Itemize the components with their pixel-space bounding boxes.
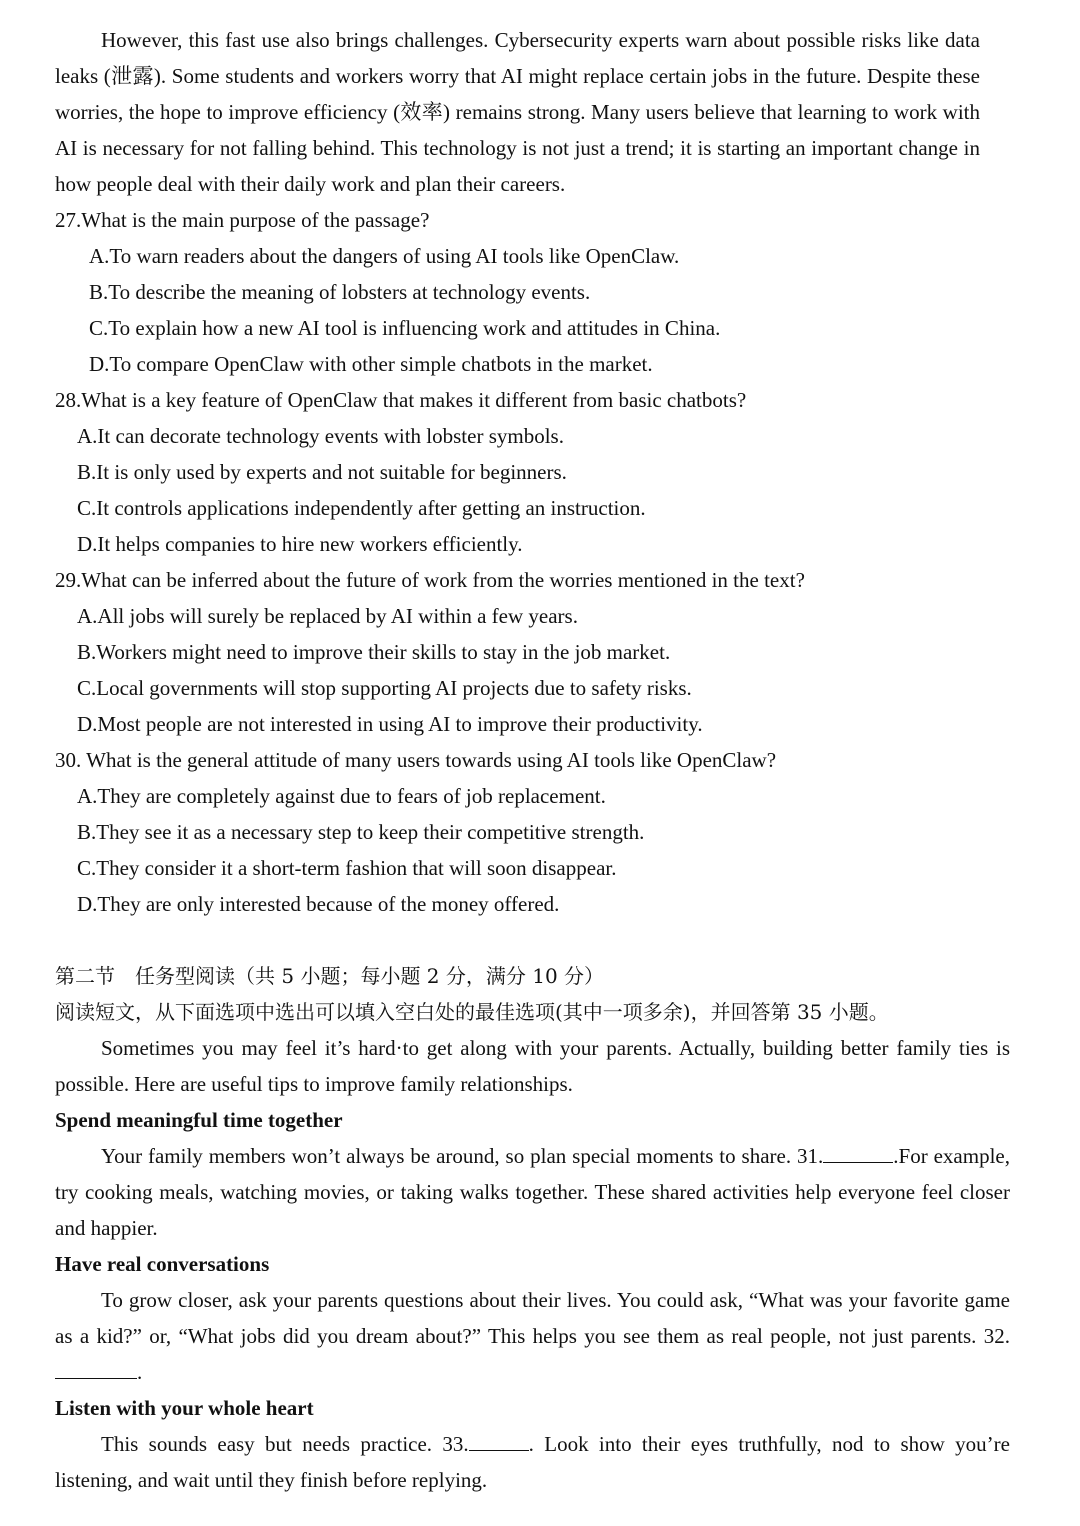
- paragraph-32-text-after: .: [137, 1360, 143, 1384]
- section-title: 第二节 任务型阅读（共 5 小题；每小题 2 分，满分 10 分）: [55, 964, 605, 988]
- exam-page: [55, 22, 980, 922]
- option-a: A.All jobs will surely be replaced by AI within a few years.: [77, 604, 578, 628]
- option-c: C.It controls applications independently after getting an instruction.: [77, 496, 646, 520]
- blank-32[interactable]: [55, 1360, 137, 1379]
- subheading-conversations: Have real conversations: [55, 1252, 270, 1276]
- option-b: B.To describe the meaning of lobsters at technology events.: [89, 280, 591, 304]
- option-c: C.They consider it a short-term fashion that will soon disappear.: [77, 856, 617, 880]
- option-d: D.It helps companies to hire new workers efficiently.: [77, 532, 523, 556]
- section-2: [55, 958, 1010, 1498]
- paragraph-32-text-before: To grow closer, ask your parents questions about their lives. You could ask, “What was your favorite game as a kid?” or, “What jobs did you dream about?” This helps you see them as real people, not just parents. 32.: [55, 1288, 1010, 1348]
- intro-paragraph: Sometimes you may feel it’s hard·to get along with your parents. Actually, building better family ties is possible. Here are useful tips to improve family relationships.: [55, 1036, 1010, 1096]
- option-d: D.They are only interested because of the money offered.: [77, 892, 560, 916]
- section-instruction: 阅读短文，从下面选项中选出可以填入空白处的最佳选项(其中一项多余)，并回答第 35 小题。: [55, 1000, 889, 1024]
- question-27: [55, 202, 980, 382]
- option-b: B.Workers might need to improve their skills to stay in the job market.: [77, 640, 671, 664]
- subheading-spend-time: Spend meaningful time together: [55, 1108, 343, 1132]
- blank-31[interactable]: [823, 1144, 893, 1163]
- question-stem: 30. What is the general attitude of many users towards using AI tools like OpenClaw?: [55, 748, 777, 772]
- blank-33[interactable]: [469, 1432, 529, 1451]
- question-stem: 27.What is the main purpose of the passage?: [55, 208, 430, 232]
- question-stem: 28.What is a key feature of OpenClaw that makes it different from basic chatbots?: [55, 388, 747, 412]
- paragraph-31-text-before: Your family members won’t always be around, so plan special moments to share. 31.: [101, 1144, 824, 1168]
- option-c: C.To explain how a new AI tool is influencing work and attitudes in China.: [89, 316, 721, 340]
- question-30: [55, 742, 980, 922]
- paragraph-33-text-before: This sounds easy but needs practice. 33.: [101, 1432, 469, 1456]
- option-a: A.To warn readers about the dangers of using AI tools like OpenClaw.: [89, 244, 680, 268]
- subheading-listen: Listen with your whole heart: [55, 1396, 314, 1420]
- option-d: D.To compare OpenClaw with other simple chatbots in the market.: [89, 352, 653, 376]
- option-c: C.Local governments will stop supporting AI projects due to safety risks.: [77, 676, 692, 700]
- paragraph-32: [55, 1282, 1010, 1390]
- paragraph-31: [55, 1138, 1010, 1246]
- paragraph-33: [55, 1426, 1010, 1498]
- option-d: D.Most people are not interested in using AI to improve their productivity.: [77, 712, 703, 736]
- option-b: B.They see it as a necessary step to keep their competitive strength.: [77, 820, 645, 844]
- paragraph-33-text-after: . Look into their eyes truthfully, nod to show you’re listening, and wait until they finish before replying.: [55, 1432, 1010, 1492]
- passage-final-paragraph: However, this fast use also brings challenges. Cybersecurity experts warn about possible risks like data leaks (泄露). Some students and workers worry that AI might replace certain jobs in the future. Despite these worries, the hope to improve efficiency (效率) remains strong. Many users believe that learning to work with AI is necessary for not falling behind. This technology is not just a trend; it is starting an important change in how people deal with their daily work and plan their careers.: [55, 28, 980, 196]
- option-a: A.It can decorate technology events with lobster symbols.: [77, 424, 564, 448]
- option-a: A.They are completely against due to fears of job replacement.: [77, 784, 606, 808]
- paragraph-31-text-after: .For example, try cooking meals, watching movies, or taking walks together. These shared activities help everyone feel closer and happier.: [55, 1144, 1010, 1240]
- option-b: B.It is only used by experts and not suitable for beginners.: [77, 460, 567, 484]
- question-29: [55, 562, 980, 742]
- question-stem: 29.What can be inferred about the future of work from the worries mentioned in the text?: [55, 568, 805, 592]
- question-28: [55, 382, 980, 562]
